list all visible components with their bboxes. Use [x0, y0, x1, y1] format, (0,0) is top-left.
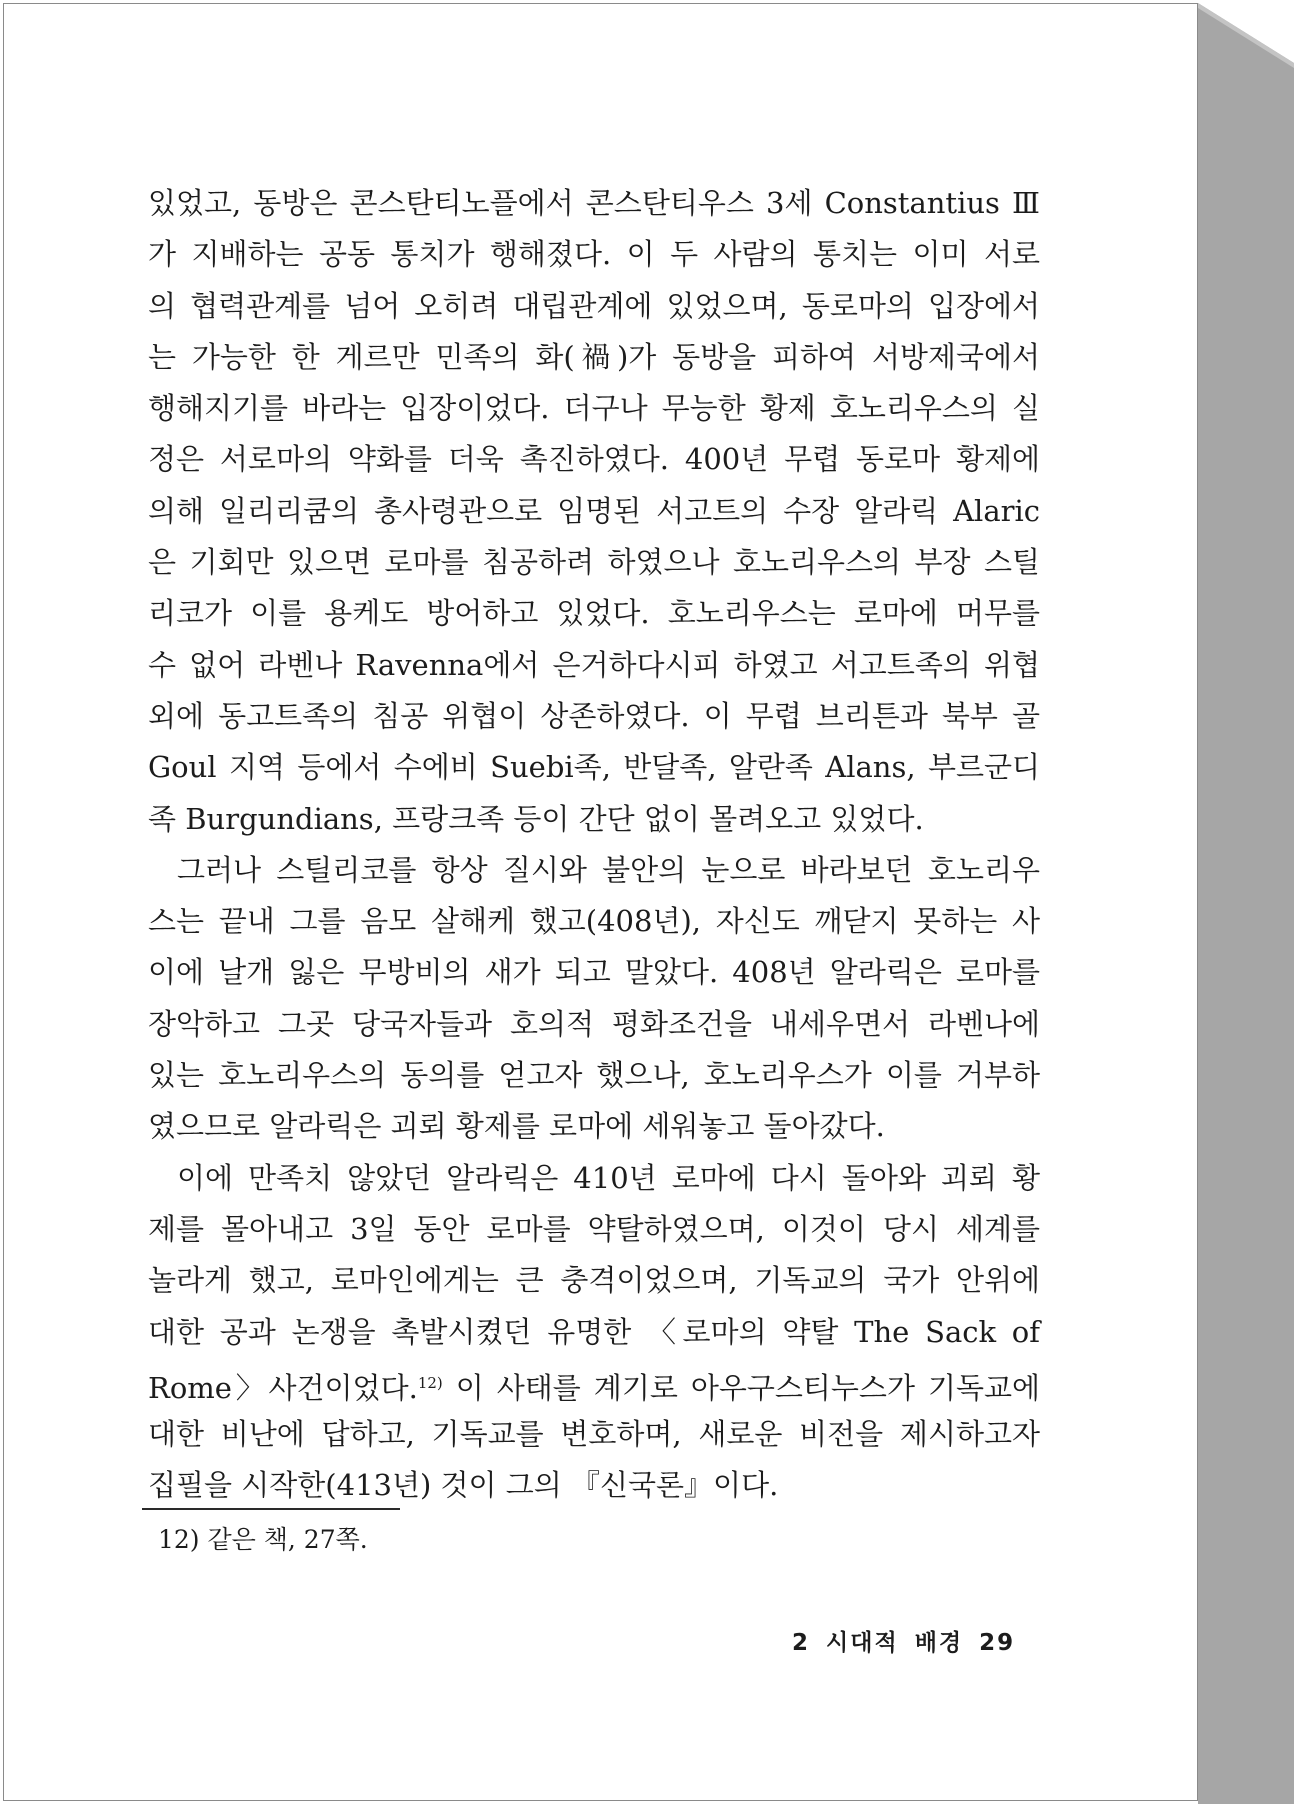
text-line: 였으므로 알라릭은 괴뢰 황제를 로마에 세워놓고 돌아갔다. — [148, 1109, 885, 1144]
text-line: 있었고, 동방은 콘스탄티노플에서 콘스탄티우스 3세 Constantius Ⅲ — [148, 186, 1040, 220]
running-footer — [792, 1624, 1015, 1657]
text-line: 리코가 이를 용케도 방어하고 있었다. 호노리우스는 로마에 머무를 — [148, 596, 1040, 631]
text-segment: Rome〉사건이었다. — [148, 1370, 418, 1405]
text-line: 이에 만족치 않았던 알라릭은 410년 로마에 다시 돌아와 괴뢰 황 — [177, 1160, 1040, 1195]
text-line: 가 지배하는 공동 통치가 행해졌다. 이 두 사람의 통치는 이미 서로 — [148, 237, 1040, 272]
text-line: 이에 날개 잃은 무방비의 새가 되고 말았다. 408년 알라릭은 로마를 — [148, 955, 1040, 990]
chapter-number: 2 — [792, 1630, 811, 1656]
page-number: 29 — [979, 1630, 1016, 1656]
footnote: 12) 같은 책, 27쪽. — [158, 1525, 368, 1554]
footnote-marker: 12) — [417, 1373, 443, 1392]
text-line: 는 가능한 한 게르만 민족의 화(禍)가 동방을 피하여 서방제국에서 — [148, 339, 1040, 374]
text-line: 있는 호노리우스의 동의를 얻고자 했으나, 호노리우스가 이를 거부하 — [148, 1058, 1040, 1093]
text-line — [148, 1358, 1040, 1409]
text-line: 스는 끝내 그를 음모 살해케 했고(408년), 자신도 깨닫지 못하는 사 — [148, 904, 1040, 939]
text-line: 행해지기를 바라는 입장이었다. 더구나 무능한 황제 호노리우스의 실 — [148, 391, 1040, 426]
text-line: Goul 지역 등에서 수에비 Suebi족, 반달족, 알란족 Alans, 부르군디 — [148, 750, 1040, 785]
text-line: 놀라게 했고, 로마인에게는 큰 충격이었으며, 기독교의 국가 안위에 — [148, 1263, 1040, 1298]
text-segment: 이 사태를 계기로 아우구스티누스가 기독교에 — [442, 1370, 1041, 1405]
chapter-title: 시대적 배경 — [826, 1630, 964, 1656]
text-line: 제를 몰아내고 3일 동안 로마를 약탈하였으며, 이것이 당시 세계를 — [148, 1211, 1040, 1246]
footnote-rule — [142, 1508, 400, 1510]
text-line: 그러나 스틸리코를 항상 질시와 불안의 눈으로 바라보던 호노리우 — [177, 852, 1040, 887]
text-line: 대한 비난에 답하고, 기독교를 변호하며, 새로운 비전을 제시하고자 — [148, 1417, 1040, 1452]
text-line: 은 기회만 있으면 로마를 침공하려 하였으나 호노리우스의 부장 스틸 — [148, 545, 1040, 580]
text-line: 정은 서로마의 약화를 더욱 촉진하였다. 400년 무렵 동로마 황제에 — [148, 442, 1040, 477]
text-line: 족 Burgundians, 프랑크족 등이 간단 없이 몰려오고 있었다. — [148, 801, 924, 836]
text-line: 집필을 시작한(413년) 것이 그의 『신국론』이다. — [148, 1468, 779, 1503]
text-line: 의해 일리리쿰의 총사령관으로 임명된 서고트의 수장 알라릭 Alaric — [148, 493, 1040, 528]
text-line: 대한 공과 논쟁을 촉발시켰던 유명한 〈로마의 약탈 The Sack of — [148, 1314, 1040, 1349]
text-line: 장악하고 그곳 당국자들과 호의적 평화조건을 내세우면서 라벤나에 — [148, 1006, 1040, 1041]
body-text — [148, 178, 1040, 1512]
text-line: 외에 동고트족의 침공 위협이 상존하였다. 이 무렵 브리튼과 북부 골 — [148, 698, 1040, 733]
text-line: 의 협력관계를 넘어 오히려 대립관계에 있었으며, 동로마의 입장에서 — [148, 288, 1040, 323]
text-line: 수 없어 라벤나 Ravenna에서 은거하다시피 하였고 서고트족의 위협 — [148, 647, 1040, 682]
